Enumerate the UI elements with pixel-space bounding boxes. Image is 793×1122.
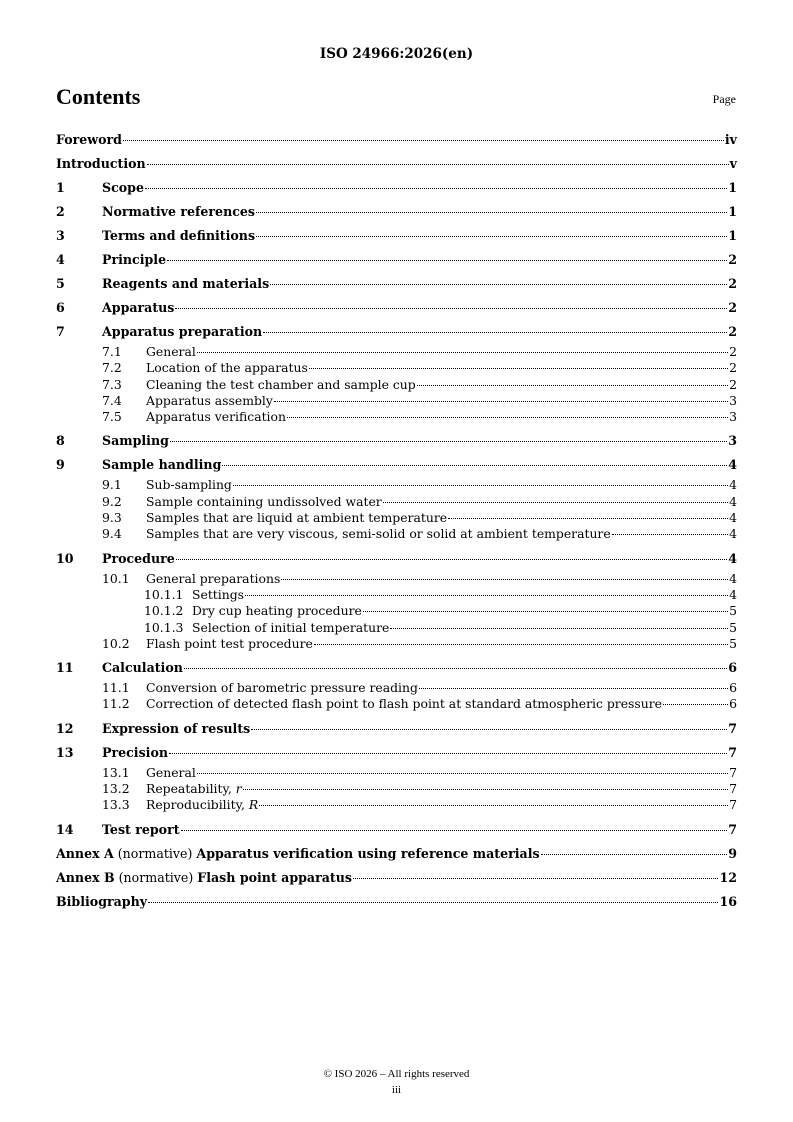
dot-leader [448,518,728,519]
toc-entry[interactable] [56,842,737,866]
toc-entry-title-text: Apparatus verification using reference materials [196,845,540,861]
toc-entry-page: 4 [729,493,737,509]
toc-entry-number: 13 [56,744,74,760]
toc-entry[interactable] [56,603,737,619]
toc-entry[interactable] [56,781,737,797]
toc-entry-page: 1 [728,180,737,195]
document-id-header: ISO 24966:2026(en) [319,46,474,62]
toc-entry[interactable] [56,200,737,224]
toc-entry[interactable] [56,296,737,320]
toc-entry-title-text: Sub-sampling [146,477,232,493]
toc-entry-page: v [729,156,737,171]
page-number: iii [391,1084,402,1096]
toc-entry-number: 11 [56,660,74,676]
toc-entry-number: 13.2 [102,781,130,797]
annex-label: Annex B [56,869,115,885]
toc-entry-title-text: Reproducibility, [146,797,249,813]
toc-entry-title [192,620,389,636]
toc-entry[interactable] [56,636,737,652]
dot-leader [612,534,728,535]
toc-entry-title [146,781,242,797]
toc-entry-number: 10.1.2 [144,603,184,619]
toc-entry-title-text: Reagents and materials [102,276,270,291]
toc-entry-title [102,322,262,342]
dot-leader [176,559,727,560]
toc-entry[interactable] [56,571,737,587]
toc-entry[interactable] [56,429,737,453]
toc-entry-page: 7 [728,821,737,837]
toc-entry-title-text: Apparatus verification [146,409,286,425]
toc-entry-title [146,409,286,425]
toc-entry-title [146,344,196,360]
toc-entry-number: 10.2 [102,635,130,651]
toc-entry-title [146,765,196,781]
toc-entry-title [102,455,221,475]
dot-leader [663,704,728,705]
toc-entry-page: 7 [729,764,737,780]
toc-entry-number: 2 [56,204,65,219]
page-title: Contents [56,84,141,109]
toc-entry-title [146,477,232,493]
toc-entry[interactable] [56,224,737,248]
dot-leader [274,401,728,402]
toc-entry-page: 2 [729,360,737,376]
symbol-italic: R [248,797,259,813]
toc-entry-title-text: Scope [102,180,144,195]
toc-entry-title-text: Sample containing undissolved water [146,493,382,509]
toc-entry[interactable] [56,510,737,526]
toc-entry[interactable] [56,818,737,842]
toc-entry-page: 1 [728,204,737,219]
toc-entry-title [146,696,662,712]
toc-entry[interactable] [56,248,737,272]
toc-entry-page: 5 [729,619,737,635]
toc-entry[interactable] [56,741,737,765]
dot-leader [251,729,727,730]
toc-entry-title [146,393,273,409]
toc-entry-number: 7.2 [102,360,122,376]
toc-entry-title-text: Correction of detected flash point to flash point at standard atmospheric pressure [146,696,663,712]
toc-entry-page: 3 [729,409,737,425]
toc-entry[interactable] [56,320,737,344]
dot-leader [256,212,727,213]
toc-entry-number: 7 [56,324,65,339]
toc-entry-page: 6 [729,696,737,712]
toc-entry-title [56,130,122,150]
toc-entry[interactable] [56,765,737,781]
toc-entry-title [56,892,147,912]
toc-entry-title-text: Flash point test procedure [146,635,313,651]
toc-entry-title [102,719,250,739]
toc-entry-title-text: Settings [192,586,245,602]
toc-entry-title [146,360,308,376]
dot-leader [281,579,728,580]
dot-leader [197,773,728,774]
toc-entry-title-text: General [146,764,196,780]
toc-entry-title-text: Expression of results [102,720,251,736]
toc-entry[interactable] [56,620,737,636]
toc-entry-title-text: Flash point apparatus [197,869,352,885]
toc-entry-title [102,658,183,678]
toc-entry-title [102,250,166,270]
dot-leader [245,595,728,596]
dot-leader [314,644,728,645]
toc-entry-title-text: Repeatability, [146,781,236,797]
toc-entry-title [146,797,258,813]
toc-entry-title [146,571,280,587]
dot-leader [147,164,729,165]
toc-entry-title [146,510,447,526]
toc-entry-number: 9 [56,457,65,473]
toc-entry[interactable] [56,344,737,360]
toc-entry-title [56,154,146,174]
dot-leader [222,465,727,466]
dot-leader [145,188,727,189]
toc-entry-page: 3 [729,392,737,408]
toc-entry-page: 4 [729,570,737,586]
toc-entry[interactable] [56,128,737,152]
toc-entry-title-text: Normative references [102,204,256,219]
toc-entry-title [102,226,255,246]
dot-leader [390,628,728,629]
annex-label: Annex A [56,845,114,861]
toc-entry-title-text: General [146,344,196,359]
toc-entry-number: 13.3 [102,797,130,813]
toc-entry-page: 9 [728,845,737,861]
toc-entry-number: 10.1 [102,570,130,586]
toc-entry[interactable] [56,409,737,425]
toc-entry-title [102,743,168,763]
toc-entry-title [102,549,175,569]
toc-entry-page: 4 [729,586,737,602]
toc-entry-number: 11.2 [102,696,130,712]
annex-type: (normative) [113,845,197,861]
toc-entry-title-text: Procedure [102,550,175,566]
toc-entry-title [102,820,180,840]
toc-entry-number: 7.4 [102,392,122,408]
toc-entry-title-text: Dry cup heating procedure [192,603,362,619]
dot-leader [383,502,728,503]
dot-leader [256,236,727,237]
toc-entry-number: 10.1.1 [144,586,184,602]
toc-entry-page: 16 [719,893,737,909]
toc-entry[interactable] [56,526,737,542]
toc-entry-page: 4 [729,526,737,542]
toc-entry-title-text: Calculation [102,660,183,676]
toc-entry-page: 6 [728,660,737,676]
toc-entry[interactable] [56,680,737,696]
toc-entry-number: 4 [56,252,65,267]
toc-entry-title-text: Sampling [102,433,169,449]
dot-leader [181,830,728,831]
toc-entry-title-text: Foreword [56,132,122,147]
toc-entry[interactable] [56,866,737,890]
toc-entry-number: 5 [56,276,65,291]
toc-entry-title [56,844,540,864]
toc-entry-title-text: Samples that are very viscous, semi-solid or solid at ambient temperature [146,526,611,542]
dot-leader [175,308,727,309]
toc-entry-number: 9.1 [102,477,122,493]
toc-entry-number: 11.1 [102,680,130,696]
toc-entry-page: 7 [728,720,737,736]
dot-leader [353,878,719,879]
toc-entry-title [146,494,382,510]
symbol-italic: r [235,781,242,797]
toc-entry-title [192,587,244,603]
toc-entry-page: 1 [728,228,737,243]
toc-entry-number: 10 [56,550,74,566]
toc-entry-page: 2 [729,376,737,392]
toc-entry[interactable] [56,477,737,493]
toc-entry-title [102,178,144,198]
toc-entry-page: 5 [729,603,737,619]
dot-leader [287,417,728,418]
toc-entry[interactable] [56,696,737,712]
toc-entry-page: 5 [729,635,737,651]
annex-type: (normative) [114,869,198,885]
toc-entry[interactable] [56,587,737,603]
dot-leader [259,805,728,806]
dot-leader [263,332,727,333]
toc-entry-title [146,680,418,696]
toc-entry-page: 2 [728,300,737,315]
toc-entry-page: 3 [728,433,737,449]
toc-entry-number: 9.2 [102,493,122,509]
toc-entry-title-text: Introduction [56,156,146,171]
toc-entry-title [56,868,352,888]
dot-leader [197,352,728,353]
toc-entry[interactable] [56,152,737,176]
toc-entry[interactable] [56,717,737,741]
dot-leader [167,260,727,261]
toc-entry-title-text: Selection of initial temperature [192,619,390,635]
toc-entry-page: 4 [729,477,737,493]
toc-entry-number: 10.1.3 [144,619,184,635]
toc-entry-number: 7.1 [102,344,122,359]
toc-entry-number: 6 [56,300,65,315]
toc-entry-page: 4 [729,510,737,526]
toc-entry-title [102,431,169,451]
toc-entry-title [146,636,313,652]
dot-leader [184,668,727,669]
toc-entry-title [146,526,611,542]
toc-entry-title-text: Principle [102,252,167,267]
dot-leader [233,485,728,486]
toc-entry-page: 7 [728,744,737,760]
dot-leader [169,753,727,754]
toc-entry-number: 1 [56,180,65,195]
toc-entry-title-text: Cleaning the test chamber and sample cup [146,376,416,392]
toc-entry-page: iv [724,132,737,147]
toc-entry[interactable] [56,393,737,409]
dot-leader [148,902,718,903]
toc-entry[interactable] [56,272,737,296]
toc-entry-page: 4 [728,550,737,566]
toc-entry-page: 2 [728,276,737,291]
toc-entry-title-text: Precision [102,744,169,760]
dot-leader [309,368,728,369]
dot-leader [363,611,728,612]
toc-entry[interactable] [56,377,737,393]
toc-entry[interactable] [56,797,737,813]
toc-entry-page: 2 [729,344,737,359]
toc-entry-title [146,377,416,393]
page-column-label: Page [712,92,736,106]
dot-leader [419,688,728,689]
toc-entry-title-text: Apparatus preparation [102,324,263,339]
dot-leader [243,789,728,790]
toc-entry[interactable] [56,453,737,477]
toc-entry-number: 12 [56,720,74,736]
dot-leader [417,385,728,386]
toc-entry-title-text: General preparations [146,570,281,586]
toc-entry-number: 7.5 [102,409,122,425]
toc-entry-number: 9.3 [102,510,122,526]
toc-entry[interactable] [56,547,737,571]
toc-entry-title-text: Bibliography [56,893,148,909]
toc-entry-number: 9.4 [102,526,122,542]
toc-entry-page: 4 [728,457,737,473]
toc-entry[interactable] [56,494,737,510]
toc-entry-page: 6 [729,680,737,696]
toc-entry-title [102,298,174,318]
toc-entry-number: 8 [56,433,65,449]
toc-entry-number: 7.3 [102,376,122,392]
toc-entry[interactable] [56,360,737,376]
toc-entry-title-text: Conversion of barometric pressure reading [146,680,418,696]
toc-entry-page: 12 [719,869,737,885]
table-of-contents [56,128,737,914]
toc-entry-number: 14 [56,821,74,837]
dot-leader [170,441,727,442]
dot-leader [270,284,727,285]
toc-entry-title-text: Apparatus [102,300,175,315]
toc-entry-page: 2 [728,252,737,267]
toc-entry[interactable] [56,656,737,680]
toc-entry-title [102,202,255,222]
toc-entry-title-text: Terms and definitions [102,228,256,243]
page-footer [0,1066,793,1098]
dot-leader [541,854,728,855]
toc-entry-title-text: Samples that are liquid at ambient temperature [146,510,448,526]
toc-entry-number: 3 [56,228,65,243]
toc-entry-page: 2 [728,324,737,339]
toc-entry-page: 7 [729,781,737,797]
toc-entry-title-text: Location of the apparatus [146,360,308,376]
toc-entry-number: 13.1 [102,764,130,780]
toc-entry-title [102,274,269,294]
dot-leader [123,140,724,141]
toc-entry-title [192,603,362,619]
toc-entry-title-text: Sample handling [102,457,222,473]
toc-entry-title-text: Test report [102,821,180,837]
toc-entry-page: 7 [729,797,737,813]
toc-entry[interactable] [56,890,737,914]
toc-entry[interactable] [56,176,737,200]
copyright-notice: © ISO 2026 – All rights reserved [323,1068,470,1080]
toc-entry-title-text: Apparatus assembly [146,392,273,408]
